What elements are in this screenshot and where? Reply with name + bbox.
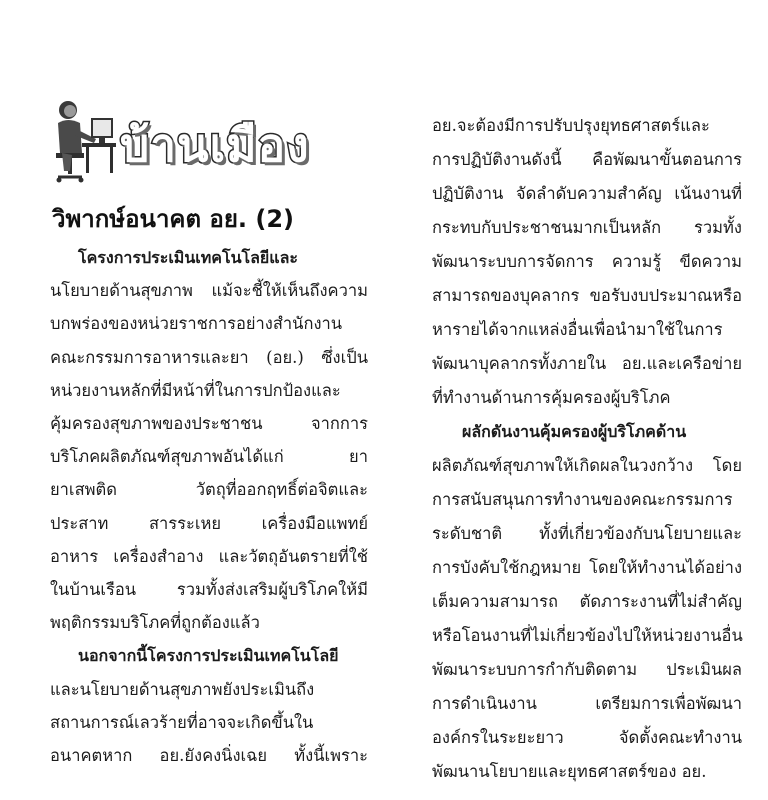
text-line: ปฏิบัติงาน จัดลำดับความสำคัญ เน้นงานที่ [432, 184, 742, 203]
text-line: ระดับชาติ ทั้งที่เกี่ยวข้องกับนโยบายและ [432, 524, 742, 543]
text-line: การดำเนินงาน เตรียมการเพื่อพัฒนา [432, 694, 742, 713]
text-line: บริโภคผลิตภัณฑ์สุขภาพอันได้แก่ ยา [50, 447, 368, 467]
text-line: พัฒนาระบบการจัดการ ความรู้ ขีดความ [432, 252, 742, 271]
text-line: การสนับสนุนการทำงานของคณะกรรมการ [432, 490, 733, 509]
text-line: เต็มความสามารถ ตัดภาระงานที่ไม่สำคัญ [432, 592, 742, 611]
text-line: พฤติกรรมบริโภคที่ถูกต้องแล้ว [50, 613, 260, 633]
text-line: อนาคตหาก อย.ยังคงนิ่งเฉย ทั้งนี้เพราะ [50, 746, 368, 765]
text-line: หน่วยงานหลักที่มีหน้าที่ในการปกป้องและ [50, 380, 341, 400]
masthead-title: บ้านเมือง [120, 118, 310, 172]
text-line: คุ้มครองสุขภาพของประชาชน จากการ [50, 414, 368, 433]
text-line: องค์กรในระยะยาว จัดตั้งคณะทำงาน [432, 728, 742, 747]
text-line: อย.จะต้องมีการปรับปรุงยุทธศาสตร์และ [432, 116, 710, 135]
text-line: พัฒนานโยบายและยุทธศาสตร์ของ อย. [432, 762, 707, 781]
text-line: หรือโอนงานที่ไม่เกี่ยวข้องไปให้หน่วยงานอื่น [432, 626, 743, 645]
text-line: นโยบายด้านสุขภาพ แม้จะชี้ให้เห็นถึงความ [50, 281, 368, 301]
text-line: บกพร่องของหน่วยราชการอย่างสำนักงาน [50, 314, 343, 334]
person-at-computer-icon [52, 95, 122, 190]
text-line: โครงการประเมินเทคโนโลยีและ [78, 248, 298, 267]
text-line: ประสาท สารระเหย เครื่องมือแพทย์ [50, 513, 368, 533]
text-line: การปฏิบัติงานดังนี้ คือพัฒนาขั้นตอนการ [432, 150, 742, 169]
text-line: และนโยบายด้านสุขภาพยังประเมินถึง [50, 679, 315, 699]
text-line: ที่ทำงานด้านการคุ้มครองผู้บริโภค [432, 388, 671, 407]
text-line: ในบ้านเรือน รวมทั้งส่งเสริมผู้บริโภคให้มี [50, 580, 368, 599]
text-line: นอกจากนี้โครงการประเมินเทคโนโลยี [78, 646, 339, 666]
text-line: ยาเสพติด วัตถุที่ออกฤทธิ์ต่อจิตและ [50, 480, 368, 500]
text-line: คณะกรรมการอาหารและยา (อย.) ซึ่งเป็น [50, 347, 368, 367]
article-headline: วิพากษ์อนาคต อย. (2) [52, 205, 295, 233]
text-line: พัฒนาระบบการกำกับติดตาม ประเมินผล [432, 660, 742, 679]
text-line: ผลักดันงานคุ้มครองผู้บริโภคด้าน [462, 422, 687, 441]
text-line: สถานการณ์เลวร้ายที่อาจจะเกิดขึ้นใน [50, 712, 314, 732]
text-line: สามารถของบุคลากร ขอรับงบประมาณหรือ [432, 286, 742, 305]
masthead [52, 95, 362, 190]
text-line: พัฒนาบุคลากรทั้งภายใน อย.และเครือข่าย [432, 354, 742, 373]
text-line: การบังคับใช้กฎหมาย โดยให้ทำงานได้อย่าง [432, 558, 742, 577]
text-line: กระทบกับประชาชนมากเป็นหลัก รวมทั้ง [432, 218, 742, 237]
text-line: ผลิตภัณฑ์สุขภาพให้เกิดผลในวงกว้าง โดย [432, 456, 742, 475]
text-line: อาหาร เครื่องสำอาง และวัตถุอันตรายที่ใช้ [50, 546, 368, 566]
text-line: หารายได้จากแหล่งอื่นเพื่อนำมาใช้ในการ [432, 320, 723, 339]
